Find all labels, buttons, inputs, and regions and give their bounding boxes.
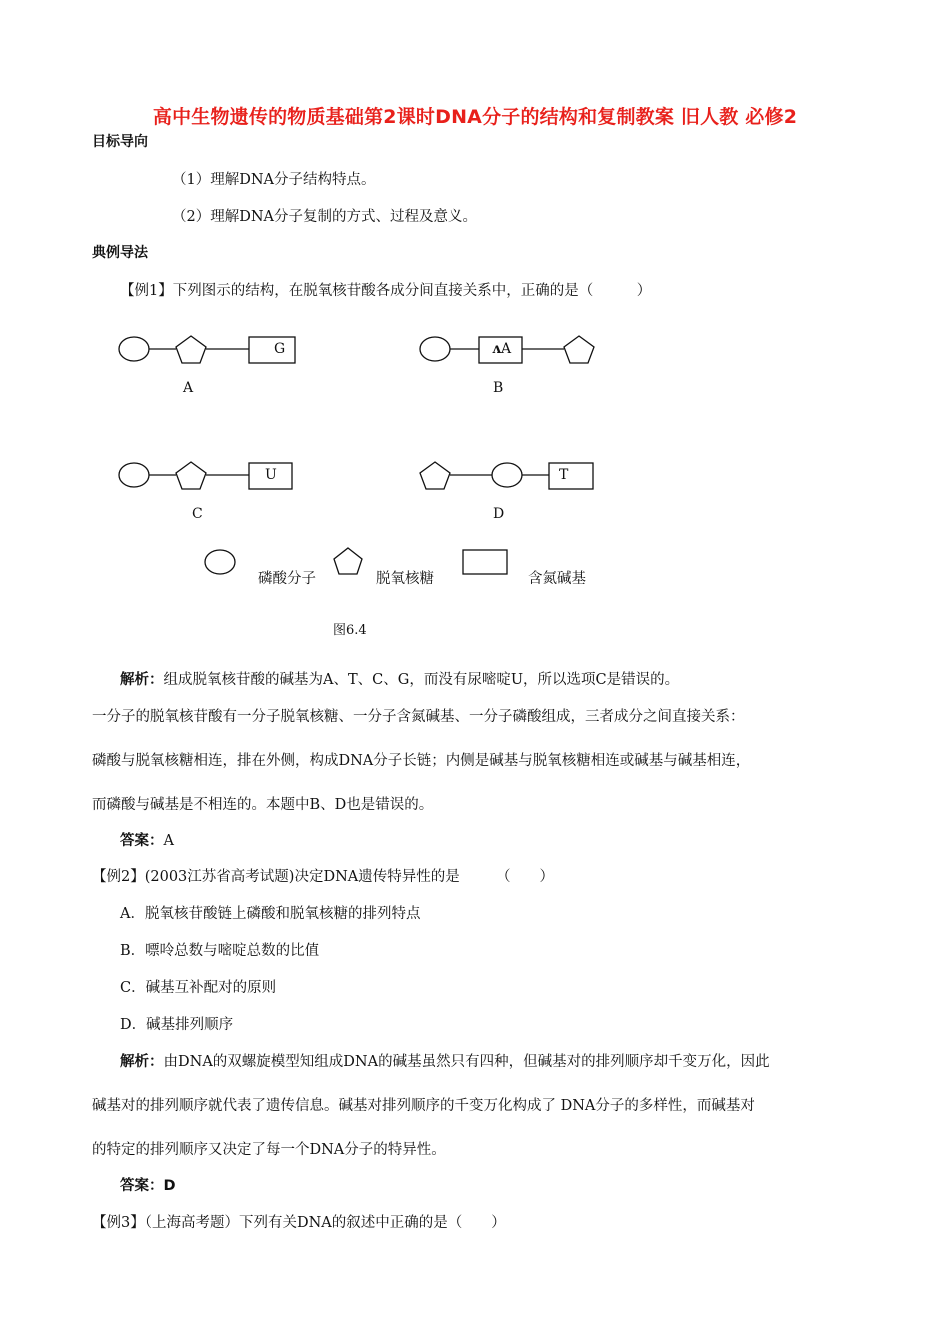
- legend-deoxyribose-label: 脱氧核糖: [376, 571, 434, 587]
- caret-icon: ʌ: [492, 341, 501, 357]
- deoxyribose-icon: [176, 336, 206, 363]
- example3-question: 【例3】（上海高考题）下列有关DNA的叙述中正确的是（ ）: [92, 1215, 506, 1231]
- example1-analysis-line-4: 而磷酸与碱基是不相连的。本题中B、D也是错误的。: [92, 797, 434, 813]
- base-letter-a: G: [274, 341, 286, 357]
- answer-value: D: [163, 1178, 176, 1194]
- legend-base-label: 含氮碱基: [528, 571, 586, 587]
- example2-analysis-line-1: [120, 1050, 770, 1071]
- example2-option-c: C．碱基互补配对的原则: [120, 980, 277, 996]
- legend-phosphate-icon: [205, 550, 235, 574]
- phosphate-icon: [420, 337, 450, 361]
- phosphate-icon: [119, 337, 149, 361]
- figure-caption: 图6.4: [333, 623, 367, 638]
- example1-analysis-line-1: [120, 668, 679, 689]
- base-letter-d: T: [559, 467, 569, 483]
- option-label-d: D: [493, 506, 505, 522]
- nucleotide-diagram: [0, 0, 950, 640]
- base-box-icon: [549, 463, 593, 489]
- base-box-icon: [249, 337, 295, 363]
- option-label-c: C: [192, 506, 203, 522]
- page-title: 高中生物遗传的物质基础第2课时DNA分子的结构和复制教案 旧人教 必修2: [152, 106, 798, 128]
- phosphate-icon: [492, 463, 522, 487]
- analysis-label: 解析：: [120, 1054, 164, 1070]
- goal-item-1: （1）理解DNA分子结构特点。: [172, 172, 376, 188]
- legend-phosphate-label: 磷酸分子: [258, 571, 316, 587]
- base-letter-c: U: [265, 467, 277, 483]
- example2-option-b: B．嘌呤总数与嘧啶总数的比值: [120, 943, 320, 959]
- base-letter-b-text: A: [500, 341, 512, 357]
- answer-label: 答案：: [120, 833, 164, 849]
- analysis-text: 由DNA的双螺旋模型知组成DNA的碱基虽然只有四种，但碱基对的排列顺序却千变万化，因此: [163, 1054, 770, 1070]
- example2-option-d: D．碱基排列顺序: [120, 1017, 234, 1033]
- example2-answer: [120, 1174, 176, 1195]
- example1-analysis-line-3: 磷酸与脱氧核糖相连，排在外侧，构成DNA分子长链；内侧是碱基与脱氧核糖相连或碱基与碱基相连，: [92, 753, 751, 769]
- analysis-text: 组成脱氧核苷酸的碱基为A、T、C、G，而没有尿嘧啶U，所以选项C是错误的。: [163, 672, 680, 688]
- legend-base-icon: [463, 550, 507, 574]
- analysis-label: 解析：: [120, 672, 164, 688]
- option-label-a: A: [183, 380, 194, 396]
- deoxyribose-icon: [176, 462, 206, 489]
- example2-option-a: A．脱氧核苷酸链上磷酸和脱氧核糖的排列特点: [120, 906, 421, 922]
- examples-heading: 典例导法: [92, 245, 148, 261]
- example1-question: 【例1】下列图示的结构，在脱氧核苷酸各成分间直接关系中，正确的是（ ）: [120, 283, 652, 299]
- example2-analysis-line-2: 碱基对的排列顺序就代表了遗传信息。碱基对排列顺序的千变万化构成了 DNA分子的多样性，而碱基对: [92, 1098, 755, 1114]
- example1-analysis-line-2: 一分子的脱氧核苷酸有一分子脱氧核糖、一分子含氮碱基、一分子磷酸组成，三者成分之间直接关系：: [92, 709, 745, 725]
- example2-analysis-line-3: 的特定的排列顺序又决定了每一个DNA分子的特异性。: [92, 1142, 446, 1158]
- option-label-b: B: [493, 380, 504, 396]
- example1-answer: [120, 829, 174, 850]
- goal-item-2: （2）理解DNA分子复制的方式、过程及意义。: [172, 209, 478, 225]
- goals-heading: 目标导向: [92, 134, 148, 150]
- deoxyribose-icon: [420, 462, 450, 489]
- example2-question: 【例2】(2003江苏省高考试题)决定DNA遗传特异性的是 （ ）: [92, 869, 554, 885]
- deoxyribose-icon: [564, 336, 594, 363]
- legend-deoxyribose-icon: [334, 548, 362, 574]
- base-letter-b: [492, 341, 511, 357]
- answer-value: A: [163, 833, 174, 849]
- answer-label: 答案：: [120, 1178, 164, 1194]
- phosphate-icon: [119, 463, 149, 487]
